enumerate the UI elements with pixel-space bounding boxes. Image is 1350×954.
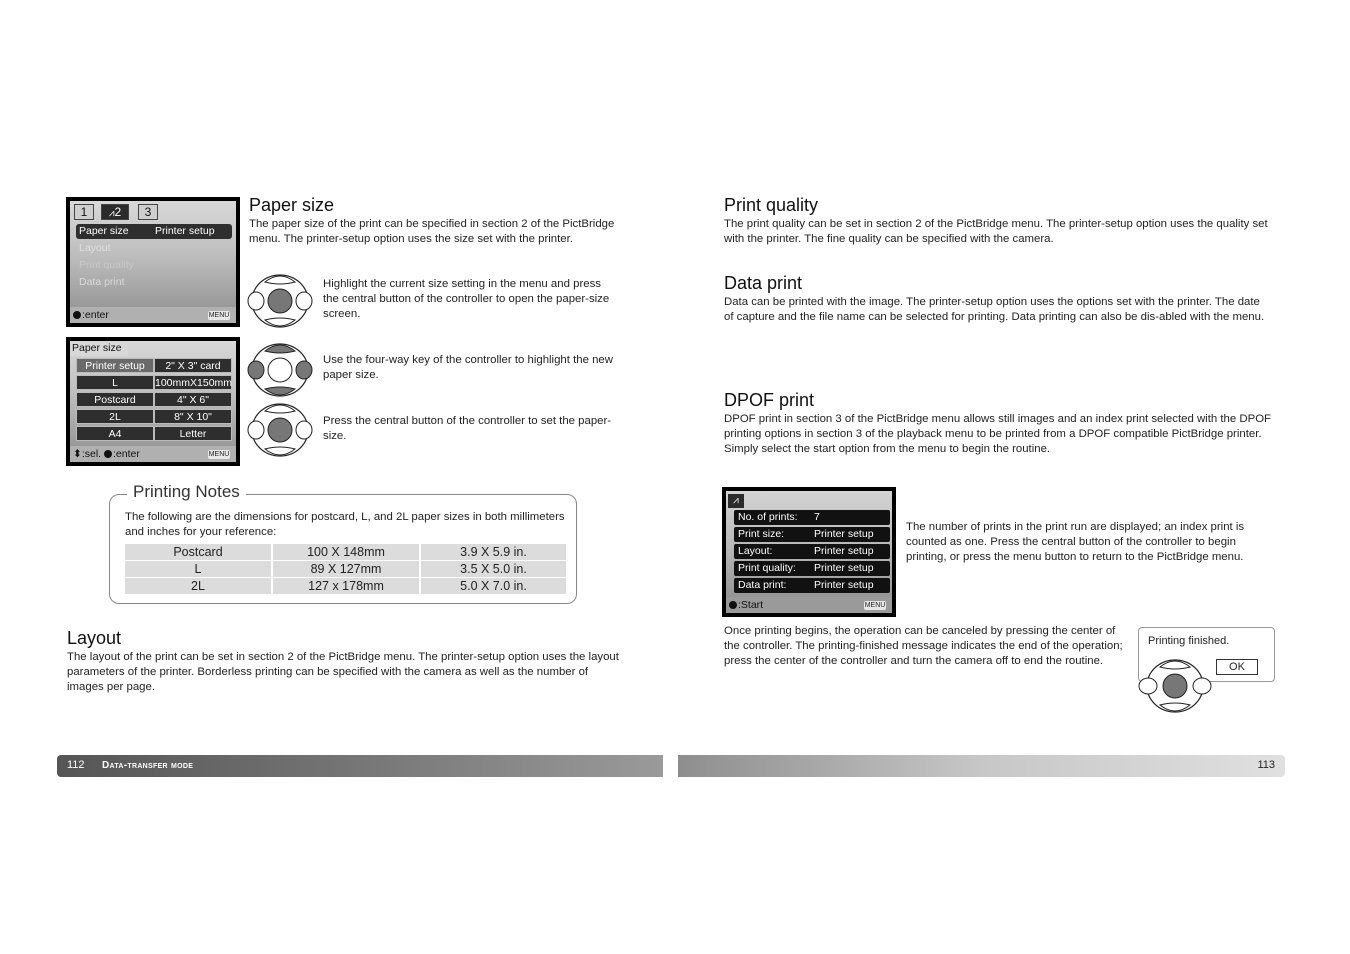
table-cell: 3.9 X 5.9 in. — [421, 544, 566, 560]
menu-row-print-quality: Print quality — [79, 259, 134, 271]
dpof-row-layout: Layout: Printer setup — [734, 544, 890, 559]
menu-button-icon: MENU — [208, 312, 230, 319]
data-print-heading: Data print — [724, 273, 803, 293]
menu-row-data-print: Data print — [79, 276, 125, 288]
size-cell-l: L — [76, 375, 154, 390]
controller-center-press-icon-3 — [1136, 657, 1214, 715]
size-cell-2x3-card: 2" X 3" card — [154, 358, 232, 373]
screen-footer: :enter — [70, 307, 236, 323]
dpof-row-print-quality: Print quality: Printer setup — [734, 561, 890, 576]
menu-button-icon: MENU — [864, 602, 886, 609]
step2-text: Use the four-way key of the controller to highlight the new paper size. — [323, 354, 613, 382]
left-page-footer-bar — [57, 755, 663, 777]
screen-footer: ⬍:sel. :enter — [70, 446, 236, 462]
table-cell: 127 x 178mm — [273, 578, 419, 594]
layout-body: The layout of the print can be set in section 2 of the PictBridge menu. The printer-setup option uses the layout parameters of the printer. Borderless printing can be specified with the camera as well as the number of images per page. — [67, 651, 619, 694]
controller-center-press-icon-2 — [247, 401, 313, 459]
dpof-row-prints: No. of prints: 7 — [734, 510, 890, 525]
table-cell: 100 X 148mm — [273, 544, 419, 560]
pictbridge-tab-icon: ⩘ — [728, 494, 744, 508]
print-quality-heading: Print quality — [724, 195, 819, 215]
table-cell: 5.0 X 7.0 in. — [421, 578, 566, 594]
controller-center-press-icon — [247, 272, 313, 330]
data-print-body: Data can be printed with the image. The printer-setup option uses the options set with the printer. The date of capture and the file name can be selected for printing. Data printing can also be dis-abled with the menu. — [724, 296, 1265, 324]
table-cell: Postcard — [125, 544, 271, 560]
dialog-message: Printing finished. — [1148, 635, 1230, 647]
screen-footer: :Start — [726, 597, 892, 613]
cancel-printing-text: Once printing begins, the operation can be canceled by pressing the center of the controller. The printing-finished message indicates the end of the operation; press the center of the controller and turn the camera off to end the routine. — [724, 625, 1123, 668]
menu-button-icon: MENU — [208, 451, 230, 458]
table-cell: 3.5 X 5.0 in. — [421, 561, 566, 577]
dpof-screen-caption: The number of prints in the print run are displayed; an index print is counted as one. Press the central button of the controller to begin printing, or press the menu button to return to the PictBridge menu. — [906, 521, 1245, 564]
size-cell-8x10: 8" X 10" — [154, 409, 232, 424]
paper-size-body: The paper size of the print can be specified in section 2 of the PictBridge menu. The printer-setup option uses the size set with the printer. — [249, 218, 615, 246]
size-cell-2l: 2L — [76, 409, 154, 424]
dialog-ok-button[interactable]: OK — [1216, 659, 1258, 675]
layout-heading: Layout — [67, 628, 122, 648]
menu-tab-2: ⩘2 — [101, 204, 129, 220]
table-cell: 89 X 127mm — [273, 561, 419, 577]
size-cell-postcard: Postcard — [76, 392, 154, 407]
up-down-arrow-icon: ⬍ — [73, 448, 82, 460]
right-page-footer-bar — [678, 755, 1285, 777]
center-button-icon — [104, 450, 112, 458]
dpof-print-heading: DPOF print — [724, 390, 815, 410]
menu-row-layout: Layout — [79, 242, 111, 254]
size-cell-a4: A4 — [76, 426, 154, 441]
pictbridge-icon: ⩘ — [108, 208, 115, 219]
dpof-row-print-size: Print size: Printer setup — [734, 527, 890, 542]
section-label: Data-transfer mode — [102, 760, 194, 771]
print-quality-body: The print quality can be set in section 2 of the PictBridge menu. The printer-setup option uses the quality set with the printer. The fine quality can be specified with the camera. — [724, 218, 1268, 246]
controller-four-way-icon — [247, 341, 313, 399]
size-cell-printer-setup: Printer setup — [76, 358, 154, 373]
printing-notes-intro: The following are the dimensions for postcard, L, and 2L paper sizes in both millimeters and inches for your reference: — [125, 511, 565, 539]
paper-size-screen-title: Paper size — [70, 341, 128, 356]
paper-size-screen — [66, 337, 240, 466]
paper-size-heading: Paper size — [249, 195, 335, 215]
menu-tab-3: 3 — [138, 204, 158, 220]
size-cell-letter: Letter — [154, 426, 232, 441]
dpof-print-screen — [722, 487, 896, 617]
table-cell: L — [125, 561, 271, 577]
center-button-icon — [73, 311, 81, 319]
menu-tab-1: 1 — [74, 204, 94, 220]
size-cell-4x6: 4" X 6" — [154, 392, 232, 407]
menu-row-paper-size: Paper size Printer setup — [76, 224, 232, 239]
step3-text: Press the central button of the controller to set the paper-size. — [323, 415, 612, 443]
page-number-right: 113 — [1257, 759, 1275, 771]
printing-notes-title: Printing Notes — [127, 482, 246, 502]
dpof-print-body: DPOF print in section 3 of the PictBridge menu allows still images and an index print selected with the DPOF printing options in section 3 of the playback menu to be printed from a DPOF compatible PictBridge printer. Simply select the start option from the menu to begin the routine. — [724, 413, 1272, 456]
pictbridge-menu-screen — [66, 197, 240, 327]
page-number-left: 112 — [67, 759, 85, 771]
size-cell-100x150: 100mmX150mm — [155, 377, 233, 389]
step1-text: Highlight the current size setting in the menu and press the central button of the controller to open the paper-size screen. — [323, 278, 610, 321]
dpof-row-data-print: Data print: Printer setup — [734, 578, 890, 593]
table-cell: 2L — [125, 578, 271, 594]
center-button-icon — [729, 601, 737, 609]
